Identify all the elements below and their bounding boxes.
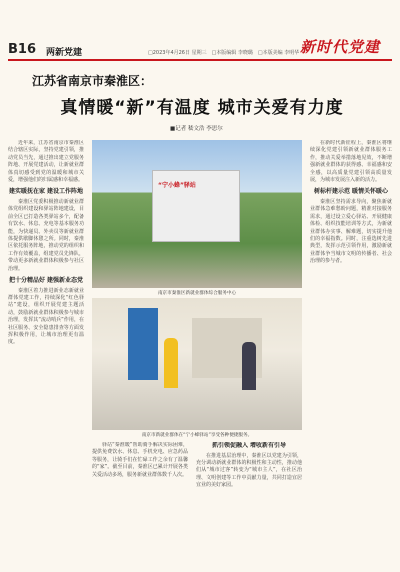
courier-figure xyxy=(164,338,178,388)
dateline: □2023年4月26日 星期三 □本版编辑 李晓璐 □本版美编 李明华 xyxy=(148,50,300,56)
photo-station-interior xyxy=(92,298,302,430)
paragraph: 在推进基层治理中，秦淮区以党建为引领，充分调动新就业群体的积极性和主动性，推动他们从“城市过客”转变为“城市主人”，在社区治理、文明创建等工作中贡献力量，共同打造宜居宜业的美好家园。 xyxy=(196,452,302,489)
page-number: B16 xyxy=(8,42,36,57)
left-column xyxy=(8,140,84,564)
paragraph: 秦淮区着力推进新业态新就业群体党建工作，持续深化“红色驿站”建设，组织开展党建主题活动，鼓励新就业群体积极参与城市治理，发挥其“流动哨兵”作用，在社区服务、安全隐患排查等方面发挥积极作用，让城市治理更有温度。 xyxy=(8,287,84,346)
paragraph: 秦淮区坚持需求导向，聚焦新就业群体急难愁盼问题，精准对接服务需求，通过设立爱心驿站、开展健康体检、组织技能培训等方式，为新就业群体办实事、解难题，切实提升他们的幸福指数。同时，注重选树先进典型，发挥示范引领作用，激励新就业群体争当城市文明的传播者、社会治理的参与者。 xyxy=(310,198,392,265)
middle-column-a xyxy=(92,442,188,566)
subheading: 把十分精品好 建强新业态党 xyxy=(8,277,84,284)
right-column xyxy=(310,140,392,564)
paragraph: 近年来，江苏省南京市秦淮区结合辖区实际，坚持党建引领，推动党员当先，通过推出建立党服务阵地、开展党建活动，让新就业群体真切感受到党的温暖和城市关爱，增强他们的归属感和幸福感。 xyxy=(8,140,84,184)
header-rule xyxy=(8,59,392,61)
photo-service-center xyxy=(92,140,302,288)
middle-column-b xyxy=(196,442,302,566)
paragraph: 驿站“秦淮暖”帮助骑手解决实际困难，提供免费饮水、休息、手机充电、应急药品等服务，让骑手们在忙碌工作之余有了温馨的“家”。截至目前，秦淮区已累计开展各类关爱活动多场，服务新就业群体数千人次。 xyxy=(92,442,188,478)
staff-figure xyxy=(242,342,256,390)
paragraph: 秦淮区党委积极推动新就业群体党组织建设和驿站阵地建设，目前全区已打造各类驿站多个，配备有饮水、休息、充电等基本服务功能，为快递员、外卖员等新就业群体提供歇脚休憩之所。同时，秦淮区依托服务阵地，推动党的组织和工作有效覆盖，组建党员先锋队，带动更多新就业群体积极参与社区治理。 xyxy=(8,198,84,272)
newspaper-logo: 新时代党建 xyxy=(300,38,381,56)
photo-sign: “宁小蜂”驿站 xyxy=(158,182,196,189)
vending-machine xyxy=(128,308,158,380)
paragraph: 在新时代新征程上，秦淮区将继续深化党建引领新就业群体服务工作，推动关爱举措落地见效，不断增强新就业群体的获得感、幸福感和安全感，以高质量党建引领高质量发展，为城市发展注入新的活力。 xyxy=(310,140,392,184)
article-byline: ■记者 嵇文浩 李思尔 xyxy=(170,126,223,132)
photo-caption: 南京市秦淮区新就业群体综合服务中心 xyxy=(157,291,237,296)
subheading: 树标杆建示范 暖情关怀暖心 xyxy=(313,188,389,196)
subheading: 抓引领促融入 增收新有引导 xyxy=(211,442,287,449)
section-title: 两新党建 xyxy=(46,48,83,58)
subheading: 建实暖抚在家 建设工作阵地 xyxy=(8,188,84,196)
article-headline: 真情暖“新”有温度 城市关爱有力度 xyxy=(60,98,344,118)
photo-caption: 南京市新就业群体在“宁小蜂驿站”享受各种便捷服务。 xyxy=(141,433,253,438)
article-kicker: 江苏省南京市秦淮区： xyxy=(32,74,153,88)
